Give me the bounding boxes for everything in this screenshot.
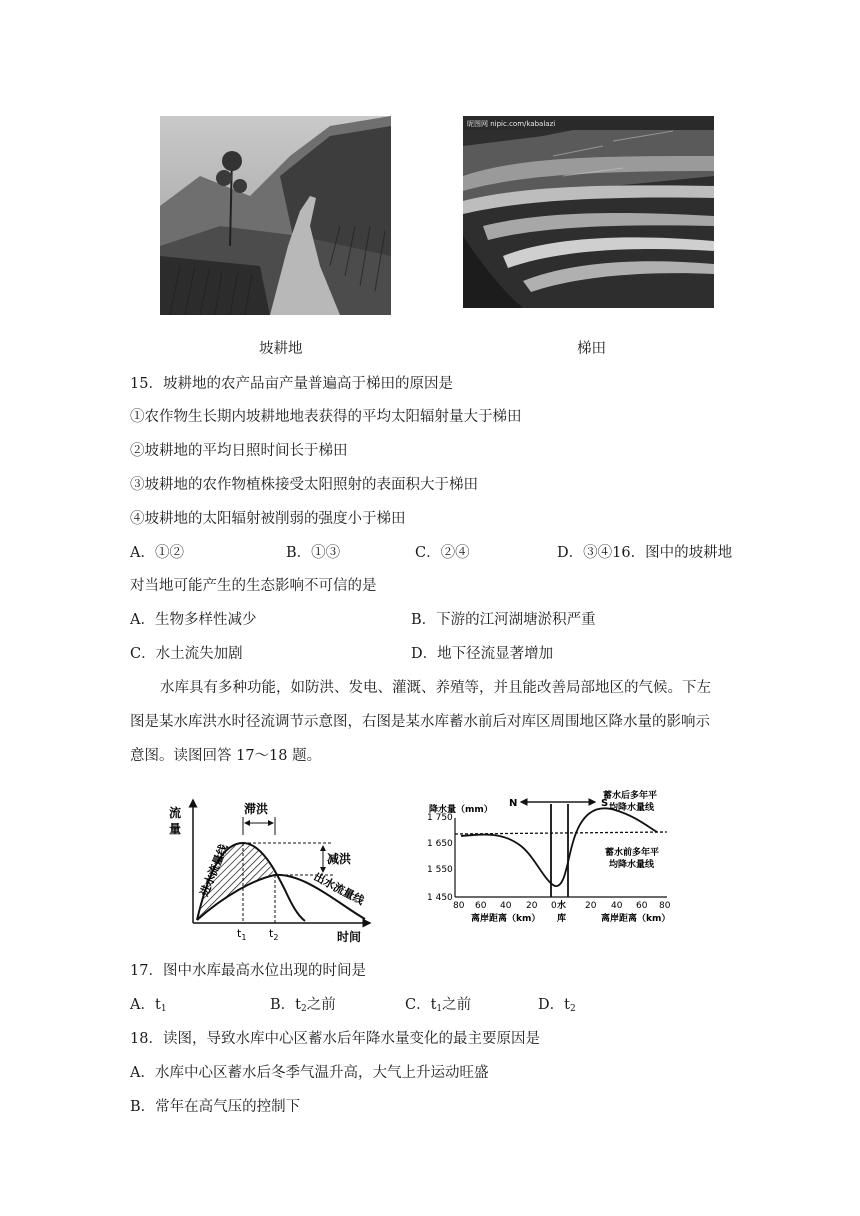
ytick-1550: 1 550	[427, 865, 453, 875]
terraced-field-photo	[463, 116, 714, 308]
x-axis-label: 时间	[337, 930, 362, 944]
flow-axis-label-1: 流	[169, 806, 182, 820]
q15-statement-2: ②坡耕地的平均日照时间长于梯田	[130, 443, 348, 459]
before-avg-line	[455, 832, 667, 834]
xtick-left-60: 60	[475, 901, 487, 911]
q17-option-b: B．$t_2$之前	[270, 997, 336, 1014]
xtick-right-20: 20	[585, 901, 597, 911]
q17-option-a: A．$t_1$	[130, 997, 167, 1014]
before-label-1: 蓄水前多年平	[605, 848, 660, 858]
q16-option-a: A．生物多样性减少	[130, 612, 257, 628]
reservoir-label-1: 水	[557, 901, 567, 911]
q15-statement-1: ①农作物生长期内坡耕地地表获得的平均太阳辐射量大于梯田	[130, 409, 522, 425]
x-label-left: 离岸距离（km）	[471, 914, 541, 924]
outflow-label: 出水流量线	[311, 870, 367, 908]
flood-regulation-diagram	[165, 795, 380, 945]
inflow-label: 进水流量线	[197, 842, 231, 899]
q18-option-b: B．常年在高气压的控制下	[130, 1099, 301, 1115]
xtick-left-20: 20	[526, 901, 538, 911]
reservoir-label-2: 库	[557, 914, 567, 924]
q17-option-c: C．$t_1$之前	[405, 997, 472, 1014]
intro-line-1: 水库具有多种功能，如防洪、发电、灌溉、养殖等，并且能改善局部地区的气候。下左	[160, 680, 711, 696]
q15-stem: 15．坡耕地的农产品亩产量普遍高于梯田的原因是	[130, 376, 453, 392]
intro-line-3: 意图。读图回答 17～18 题。	[130, 748, 322, 764]
xtick-right-40: 40	[611, 901, 623, 911]
xtick-left-40: 40	[500, 901, 512, 911]
t1-label: $t_1$	[237, 927, 247, 942]
t2-label: $t_2$	[269, 927, 279, 942]
zhihong-label: 滞洪	[244, 802, 269, 816]
q16-option-c: C．水土流失加剧	[130, 646, 243, 662]
left-photo-caption: 坡耕地	[259, 341, 303, 357]
x-label-right: 离岸距离（km）	[601, 914, 671, 924]
q15-statement-4: ④坡耕地的太阳辐射被削弱的强度小于梯田	[130, 511, 406, 527]
after-label-2: 均降水量线	[609, 803, 655, 813]
q16-option-b: B．下游的江河湖塘淤积严重	[411, 612, 596, 628]
ytick-1750: 1 750	[427, 813, 453, 823]
ytick-1650: 1 650	[427, 839, 453, 849]
xtick-right-60: 60	[636, 901, 648, 911]
q15-option-b: B．①③	[286, 545, 341, 561]
ytick-1450: 1 450	[427, 893, 453, 903]
after-label-1: 蓄水后多年平	[603, 791, 658, 801]
north-label: N	[509, 798, 518, 809]
q15-option-c: C．②④	[415, 545, 470, 561]
q16-stem: 对当地可能产生的生态影响不可信的是	[130, 578, 377, 594]
intro-line-2: 图是某水库洪水时径流调节示意图，右图是某水库蓄水前后对库区周围地区降水量的影响示	[130, 714, 710, 730]
photo-watermark: 昵图网 nipic.com/kabalazi	[467, 120, 556, 128]
q17-stem: 17．图中水库最高水位出现的时间是	[130, 963, 366, 979]
q15-option-d: D．③④16．图中的坡耕地	[557, 545, 733, 561]
q18-stem: 18．读图，导致水库中心区蓄水后年降水量变化的最主要原因是	[130, 1031, 540, 1047]
precip-y-label: 降水量（mm）	[429, 805, 493, 815]
q15-statement-3: ③坡耕地的农作物植株接受太阳照射的表面积大于梯田	[130, 477, 478, 493]
q16-option-d: D．地下径流显著增加	[411, 646, 554, 662]
slope-farmland-photo	[160, 116, 391, 315]
right-photo-caption: 梯田	[577, 341, 606, 357]
q17-option-d: D．$t_2$	[538, 997, 576, 1014]
q18-option-a: A．水库中心区蓄水后冬季气温升高，大气上升运动旺盛	[130, 1065, 489, 1081]
xtick-left-0: 0	[551, 901, 557, 911]
flow-axis-label-2: 量	[169, 822, 182, 836]
before-label-2: 均降水量线	[609, 860, 655, 870]
q15-option-a: A．①②	[130, 545, 184, 561]
precipitation-diagram	[425, 782, 685, 932]
xtick-right-80: 80	[659, 901, 671, 911]
south-label: S	[601, 798, 609, 809]
jianhong-label: 减洪	[327, 852, 352, 866]
xtick-left-80: 80	[453, 901, 465, 911]
